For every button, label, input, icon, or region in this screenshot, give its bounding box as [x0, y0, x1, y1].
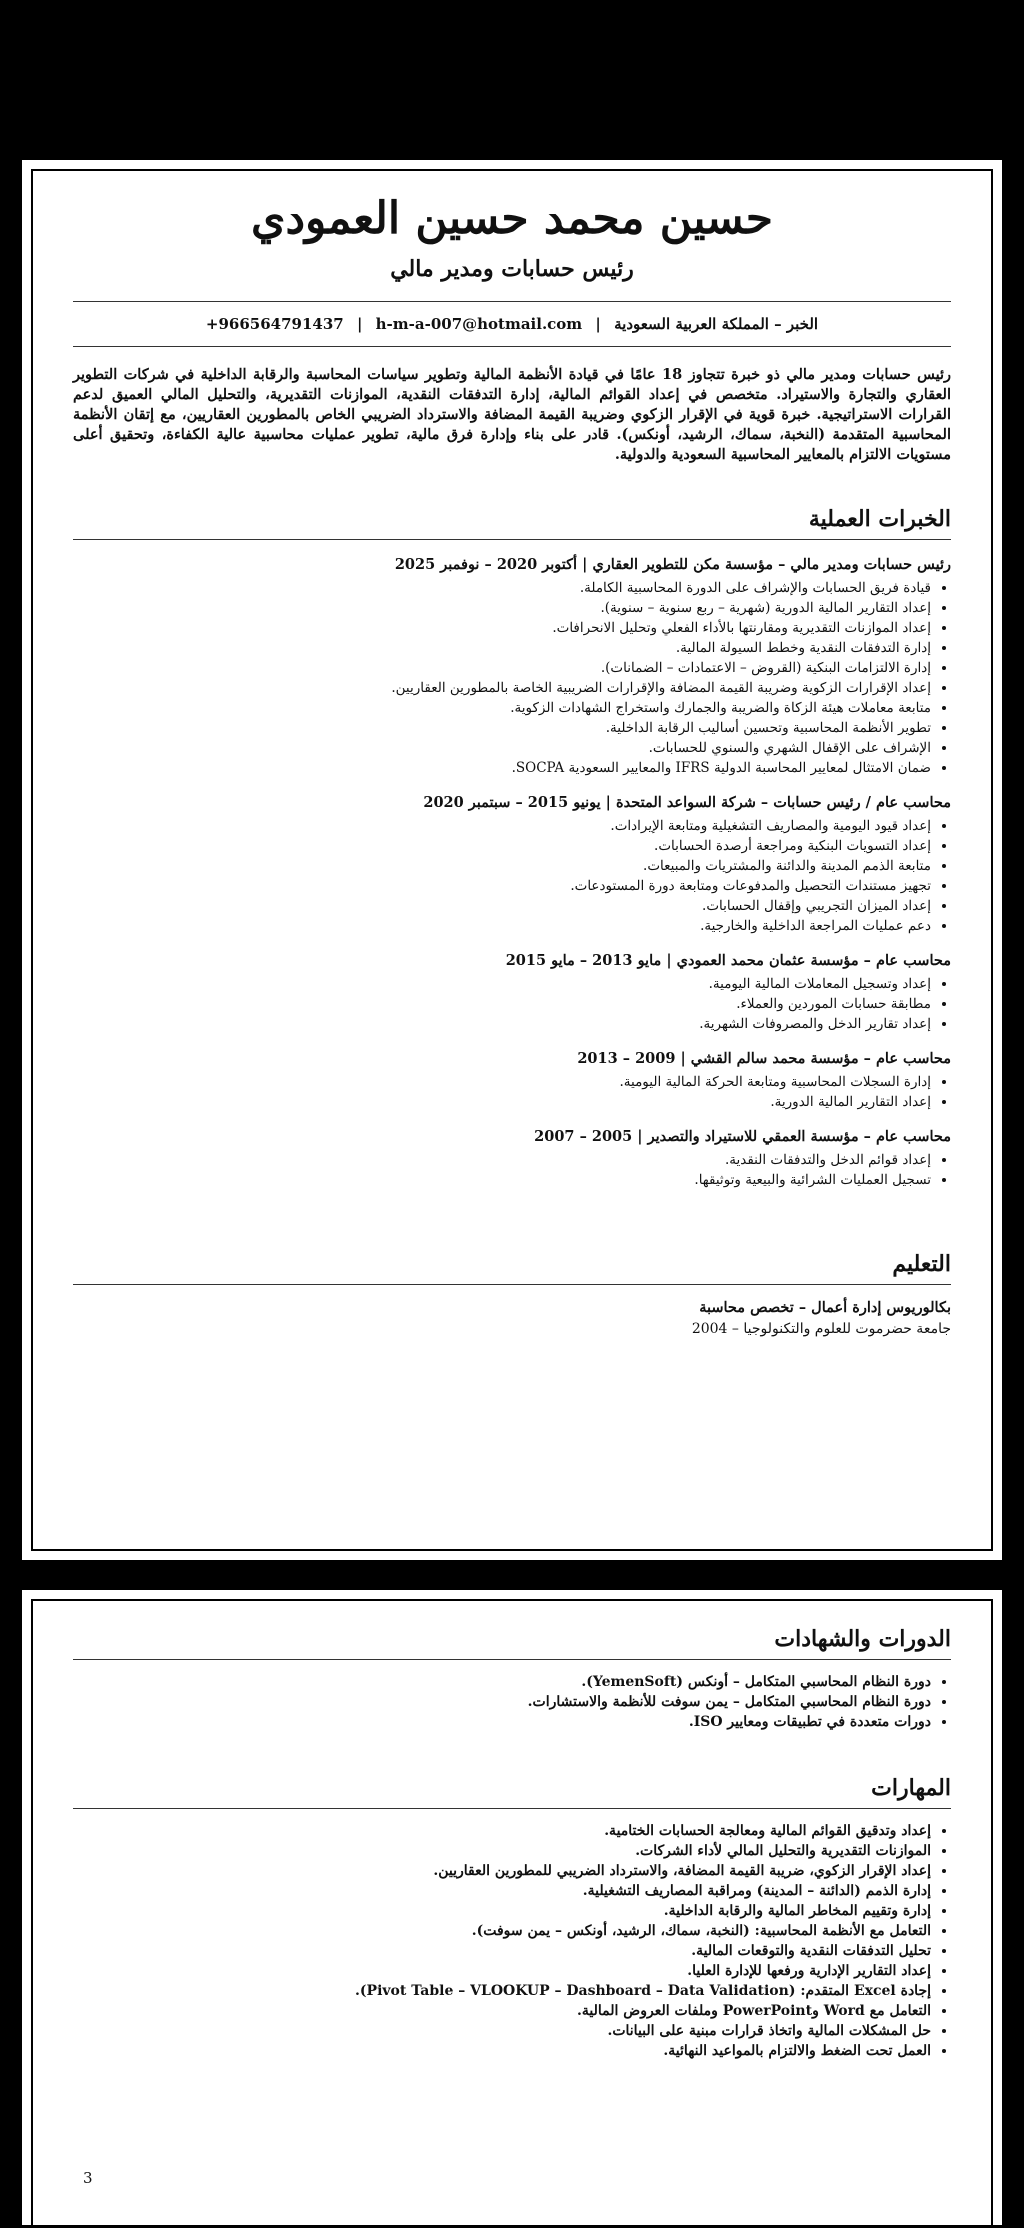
contact-line — [73, 302, 951, 346]
list-item: • إدارة وتقييم المخاطر المالية والرقابة الداخلية. — [73, 1901, 931, 1921]
experience-list — [73, 554, 951, 1190]
list-item: • إدارة السجلات المحاسبية ومتابعة الحركة المالية اليومية. — [73, 1072, 931, 1092]
list-item: • مطابقة حسابات الموردين والعملاء. — [73, 994, 931, 1014]
job-entry — [73, 554, 951, 778]
list-item: • قيادة فريق الحسابات والإشراف على الدورة المحاسبية الكاملة. — [73, 578, 931, 598]
phone[interactable]: +966564791437 — [205, 315, 344, 333]
list-item: • التعامل مع الأنظمة المحاسبية: (النخبة، سماك، الرشيد، أونكس – يمن سوفت). — [73, 1921, 931, 1941]
list-item: • إعداد قوائم الدخل والتدفقات النقدية. — [73, 1150, 931, 1170]
courses-list — [73, 1672, 951, 1732]
job-title: محاسب عام / رئيس حسابات – شركة السواعد المتحدة | يونيو 2015 – سبتمبر 2020 — [423, 794, 951, 811]
list-item: • إدارة الذمم (الدائنة – المدينة) ومراقبة المصاريف التشغيلية. — [73, 1881, 931, 1901]
list-item: • دورة النظام المحاسبي المتكامل – يمن سوفت للأنظمة والاستشارات. — [73, 1692, 931, 1712]
job-entry — [73, 1126, 951, 1190]
list-item: • الموازنات التقديرية والتحليل المالي لأداء الشركات. — [73, 1841, 931, 1861]
candidate-name: حسين محمد حسين العمودي — [251, 193, 773, 244]
list-item: • التعامل مع Word وPowerPoint وملفات العروض المالية. — [73, 2001, 931, 2021]
list-item: • إعداد تقارير الدخل والمصروفات الشهرية. — [73, 1014, 931, 1034]
education-university: جامعة حضرموت للعلوم والتكنولوجيا – 2004 — [691, 1321, 951, 1337]
education-degree: بكالوريوس إدارة أعمال – تخصص محاسبة — [699, 1299, 951, 1316]
list-item: • إعداد الإقرارات الزكوية وضريبة القيمة المضافة والإقرارات الضريبية الخاصة بالمطورين العقاريين. — [73, 678, 931, 698]
education-heading: التعليم — [73, 1248, 951, 1285]
skills-list — [73, 1821, 951, 2061]
job-duties — [73, 578, 951, 778]
list-item: • دورات متعددة في تطبيقات ومعايير ISO. — [73, 1712, 931, 1732]
location: الخبر – المملكة العربية السعودية — [614, 315, 819, 333]
list-item: • إعداد الميزان التجريبي وإقفال الحسابات. — [73, 896, 931, 916]
list-item: • دورة النظام المحاسبي المتكامل – أونكس (YemenSoft). — [73, 1672, 931, 1692]
page-border — [31, 1599, 993, 2228]
list-item: • دعم عمليات المراجعة الداخلية والخارجية. — [73, 916, 931, 936]
list-item: • إعداد قيود اليومية والمصاريف التشغيلية ومتابعة الإيرادات. — [73, 816, 931, 836]
list-item: • إعداد التقارير المالية الدورية. — [73, 1092, 931, 1112]
divider — [73, 346, 951, 347]
list-item: • الإشراف على الإقفال الشهري والسنوي للحسابات. — [73, 738, 931, 758]
list-item: • إعداد الإقرار الزكوي، ضريبة القيمة المضافة، والاسترداد الضريبي للمطورين العقاريين. — [73, 1861, 931, 1881]
job-title: محاسب عام – مؤسسة محمد سالم القشي | 2009 – 2013 — [577, 1050, 951, 1067]
list-item: • تسجيل العمليات الشرائية والبيعية وتوثيقها. — [73, 1170, 931, 1190]
separator: | — [356, 315, 363, 333]
list-item: • متابعة الذمم المدينة والدائنة والمشتريات والمبيعات. — [73, 856, 931, 876]
page-number: 3 — [83, 2169, 93, 2187]
job-duties — [73, 816, 951, 936]
list-item: • العمل تحت الضغط والالتزام بالمواعيد النهائية. — [73, 2041, 931, 2061]
experience-heading: الخبرات العملية — [73, 503, 951, 540]
list-item: • إدارة التدفقات النقدية وخطط السيولة المالية. — [73, 638, 931, 658]
list-item: • إجادة Excel المتقدم: (Pivot Table – VLOOKUP – Dashboard – Data Validation). — [73, 1981, 931, 2001]
list-item: • تحليل التدفقات النقدية والتوقعات المالية. — [73, 1941, 931, 1961]
list-item: • تجهيز مستندات التحصيل والمدفوعات ومتابعة دورة المستودعات. — [73, 876, 931, 896]
list-item: • متابعة معاملات هيئة الزكاة والضريبة والجمارك واستخراج الشهادات الزكوية. — [73, 698, 931, 718]
list-item: • ضمان الامتثال لمعايير المحاسبة الدولية IFRS والمعايير السعودية SOCPA. — [73, 758, 931, 778]
job-entry — [73, 792, 951, 936]
list-item: • إعداد التقارير الإدارية ورفعها للإدارة العليا. — [73, 1961, 931, 1981]
email[interactable]: h-m-a-007@hotmail.com — [375, 315, 583, 333]
job-title: رئيس حسابات ومدير مالي – مؤسسة مكن للتطوير العقاري | أكتوبر 2020 – نوفمبر 2025 — [394, 556, 951, 573]
skills-heading: المهارات — [73, 1772, 951, 1809]
candidate-role: رئيس حسابات ومدير مالي — [390, 256, 634, 282]
job-title: محاسب عام – مؤسسة العمقي للاستيراد والتصدير | 2005 – 2007 — [534, 1128, 951, 1145]
summary: رئيس حسابات ومدير مالي ذو خبرة تتجاوز 18 عامًا في قيادة الأنظمة المالية وتطوير سياسات المحاسبة والرقابة الداخلية في شركات التطوير العقاري والتجارة والاستيراد. متخصص في إعداد القوائم المالية، إدارة التدفقات النقدية، الموازنات التقديرية، والتحليل المالي العميق لدعم القرارات الاستراتيجية. خبرة قوية في الإقرار الزكوي وضريبة القيمة المضافة والاسترداد الضريبي الخاص بالمطورين العقاريين، مع إتقان الأنظمة المحاسبية المتقدمة (النخبة، سماك، الرشيد، أونكس). قادر على بناء وإدارة فرق مالية، تطوير عمليات محاسبية عالية الكفاءة، وتحقيق أعلى مستويات الالتزام بالمعايير المحاسبية السعودية والدولية. — [73, 366, 951, 463]
list-item: • إعداد التقارير المالية الدورية (شهرية – ربع سنوية – سنوية). — [73, 598, 931, 618]
job-title: محاسب عام – مؤسسة عثمان محمد العمودي | مايو 2013 – مايو 2015 — [505, 952, 951, 969]
separator: | — [595, 315, 601, 333]
list-item: • إدارة الالتزامات البنكية (القروض – الاعتمادات – الضمانات). — [73, 658, 931, 678]
list-item: • حل المشكلات المالية واتخاذ قرارات مبنية على البيانات. — [73, 2021, 931, 2041]
list-item: • إعداد التسويات البنكية ومراجعة أرصدة الحسابات. — [73, 836, 931, 856]
job-duties — [73, 1150, 951, 1190]
job-duties — [73, 974, 951, 1034]
list-item: • إعداد الموازنات التقديرية ومقارنتها بالأداء الفعلي وتحليل الانحرافات. — [73, 618, 931, 638]
resume-page-2 — [22, 1590, 1002, 2225]
job-entry — [73, 950, 951, 1034]
job-entry — [73, 1048, 951, 1112]
job-duties — [73, 1072, 951, 1112]
resume-page-1 — [22, 160, 1002, 1560]
list-item: • تطوير الأنظمة المحاسبية وتحسين أساليب الرقابة الداخلية. — [73, 718, 931, 738]
list-item: • إعداد وتدقيق القوائم المالية ومعالجة الحسابات الختامية. — [73, 1821, 931, 1841]
list-item: • إعداد وتسجيل المعاملات المالية اليومية. — [73, 974, 931, 994]
courses-heading: الدورات والشهادات — [73, 1623, 951, 1660]
page-border — [31, 169, 993, 1551]
